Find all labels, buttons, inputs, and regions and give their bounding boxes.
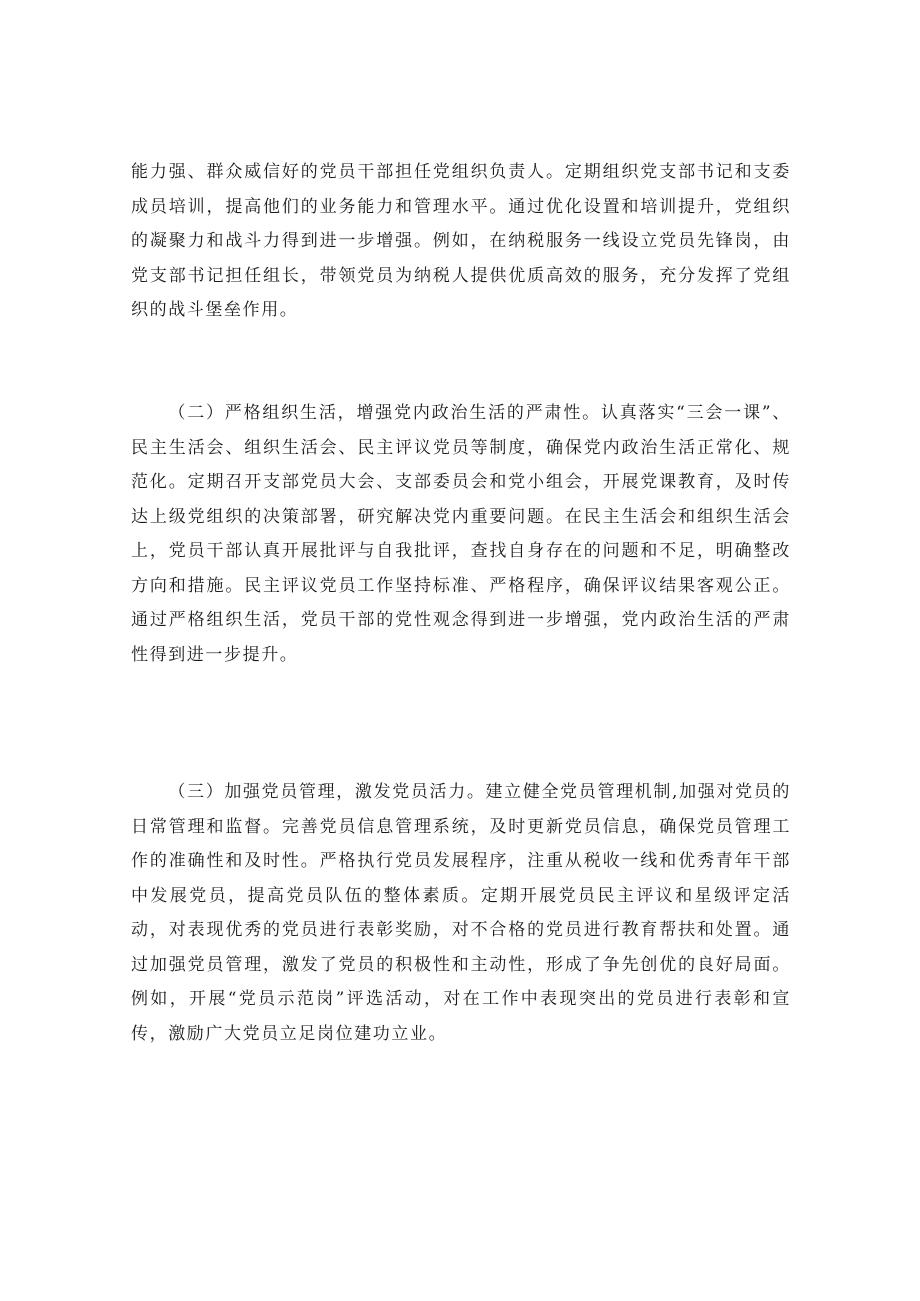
paragraph-text: （二）严格组织生活，增强党内政治生活的严肃性。认真落实“三会一课”、民主生活会、组织生活会、民主评议党员等制度，确保党内政治生活正常化、规范化。定期召开支部党员大会、支部委员会和党小组会，开展党课教育，及时传达上级党组织的决策部署，研究解决党内重要问题。在民主生活会和组织生活会上，党员干部认真开展批评与自我批评，查找自身存在的问题和不足，明确整改方向和措施。民主评议党员工作坚持标准、严格程序，确保评议结果客观公正。通过严格组织生活，党员干部的党性观念得到进一步增强，党内政治生活的严肃性得到进一步提升。 <box>131 403 791 665</box>
body-paragraph-section-3 <box>131 775 791 1051</box>
paragraph-text: 能力强、群众威信好的党员干部担任党组织负责人。定期组织党支部书记和支委成员培训，提高他们的业务能力和管理水平。通过优化设置和培训提升，党组织的凝聚力和战斗力得到进一步增强。例如，在纳税服务一线设立党员先锋岗，由党支部书记担任组长，带领党员为纳税人提供优质高效的服务，充分发挥了党组织的战斗堡垒作用。 <box>131 162 791 320</box>
paragraph-text: （三）加强党员管理，激发党员活力。建立健全党员管理机制,加强对党员的日常管理和监督。完善党员信息管理系统，及时更新党员信息，确保党员管理工作的准确性和及时性。严格执行党员发展程序，注重从税收一线和优秀青年干部中发展党员，提高党员队伍的整体素质。定期开展党员民主评议和星级评定活动，对表现优秀的党员进行表彰奖励，对不合格的党员进行教育帮扶和处置。通过加强党员管理，激发了党员的积极性和主动性，形成了争先创优的良好局面。例如，开展“党员示范岗”评选活动，对在工作中表现突出的党员进行表彰和宣传，激励广大党员立足岗位建功立业。 <box>131 782 791 1044</box>
body-paragraph-continued <box>131 155 791 328</box>
body-paragraph-section-2 <box>131 396 791 672</box>
